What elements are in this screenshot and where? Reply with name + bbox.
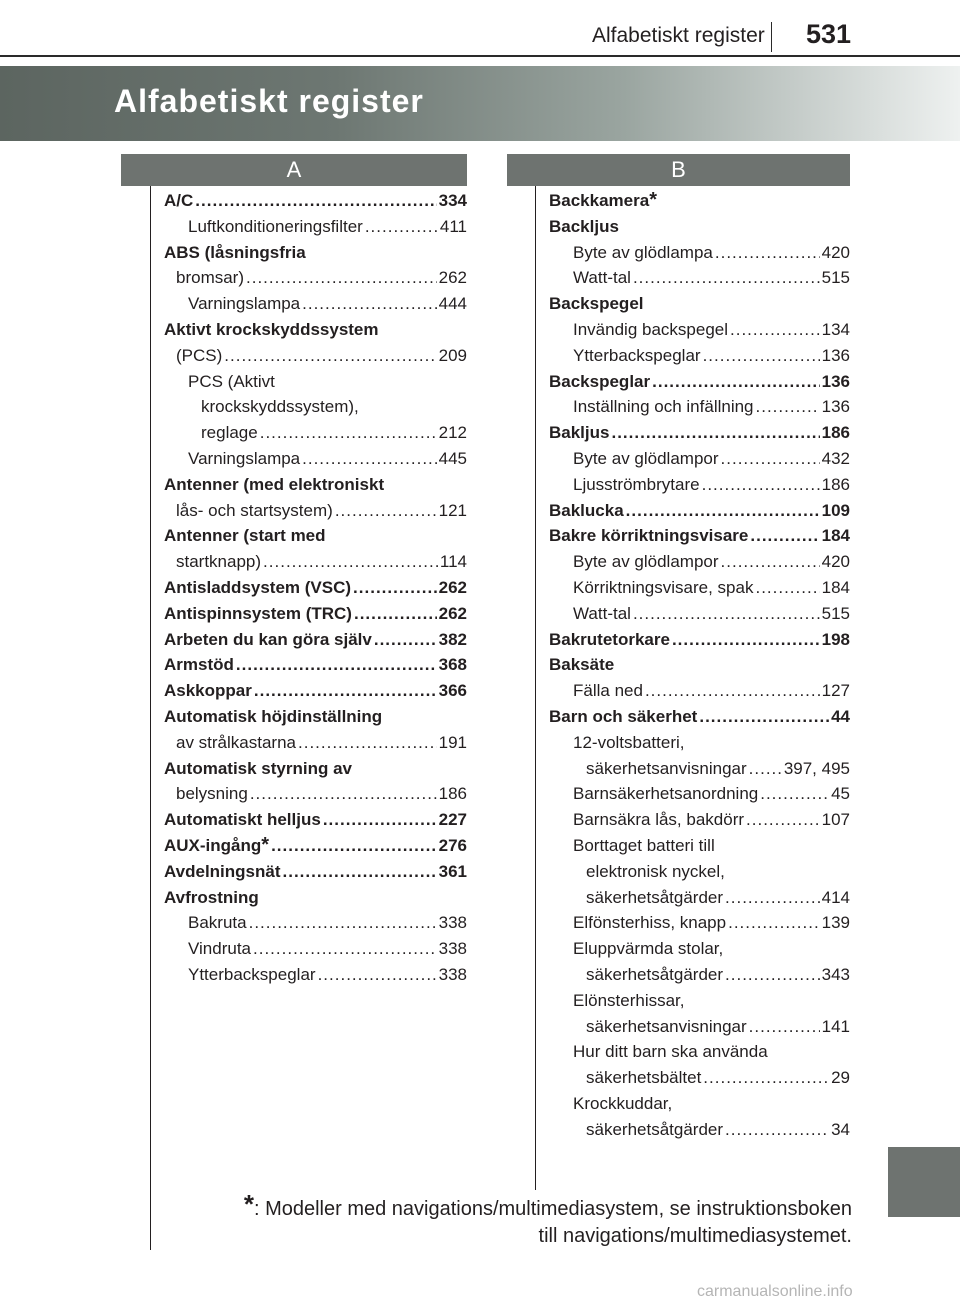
dot-leader — [318, 962, 437, 988]
dot-leader — [699, 704, 829, 730]
index-entry-term: Krockkuddar, — [573, 1093, 673, 1113]
dot-leader — [633, 265, 820, 291]
index-entry-page: 262 — [438, 577, 467, 597]
index-entry — [549, 678, 850, 704]
index-entry-page: 186 — [821, 423, 850, 443]
index-entry-term: Askkoppar — [164, 681, 252, 701]
dot-leader — [253, 936, 437, 962]
dot-leader — [302, 291, 436, 317]
index-entry-page: 134 — [821, 319, 850, 339]
index-entry-term: belysning — [176, 784, 248, 804]
footnote-asterisk: * — [243, 1189, 254, 1219]
dot-leader — [365, 214, 438, 240]
index-entry-term: Körriktningsvisare, spak — [573, 577, 754, 597]
dot-leader — [725, 885, 820, 911]
index-entry — [549, 265, 850, 291]
dot-leader — [749, 1014, 820, 1040]
index-entry — [164, 446, 467, 472]
section-title: Alfabetiskt register — [114, 83, 424, 119]
index-entry — [549, 549, 850, 575]
dot-leader — [260, 420, 437, 446]
index-entry-page: 186 — [438, 784, 467, 804]
dot-leader — [354, 601, 437, 627]
index-entry — [164, 214, 467, 240]
index-entry-page: 29 — [831, 1068, 850, 1088]
index-entry-term: elektronisk nyckel, — [586, 861, 725, 881]
dot-leader — [626, 498, 820, 524]
index-entry-term: Varningslampa — [188, 448, 301, 468]
index-entry-term: Baklucka — [549, 500, 624, 520]
index-entry — [549, 472, 850, 498]
index-entry-page: 121 — [438, 500, 467, 520]
index-entry — [549, 420, 850, 446]
index-entry-term: Avfrostning — [164, 887, 259, 907]
index-entry — [549, 1117, 850, 1143]
index-entry — [549, 627, 850, 653]
dot-leader — [750, 523, 819, 549]
index-entry-term: Baksäte — [549, 655, 615, 675]
index-entry — [549, 575, 850, 601]
index-entry-term: Watt-tal — [573, 603, 631, 623]
index-entry — [164, 962, 467, 988]
index-entry — [549, 781, 850, 807]
index-entry-term: Armstöd — [164, 655, 234, 675]
index-entry-term: lås- och startsystem) — [176, 500, 333, 520]
index-entry-term: Watt-tal — [573, 268, 631, 288]
dot-leader — [730, 317, 820, 343]
index-entry-term: Avdelningsnät — [164, 861, 281, 881]
index-entry — [164, 704, 467, 730]
index-entry — [164, 394, 467, 420]
dot-leader — [374, 627, 437, 653]
dot-leader — [725, 1117, 829, 1143]
index-entry: Backkamera * — [549, 188, 850, 214]
index-entry-page: 420 — [821, 242, 850, 262]
index-entry — [549, 652, 850, 678]
dot-leader — [721, 446, 820, 472]
index-entry-term: Byte av glödlampor — [573, 448, 719, 468]
index-entry — [549, 601, 850, 627]
index-entry — [549, 214, 850, 240]
index-entry — [164, 369, 467, 395]
index-entry — [549, 446, 850, 472]
column-heading-a: A — [121, 154, 467, 186]
index-entry-page: 262 — [438, 268, 467, 288]
index-entry-term: Borttaget batteri till — [573, 835, 715, 855]
index-entry-page: 515 — [821, 268, 850, 288]
index-entry-page: 184 — [821, 577, 850, 597]
index-entry-term: Backljus — [549, 216, 619, 236]
index-entry-page: 276 — [438, 835, 467, 855]
dot-leader — [746, 807, 820, 833]
footnote-line-1: : Modeller med navigations/multimediasystem, se instruktionsboken — [253, 1198, 852, 1220]
index-entry-term: Varningslampa — [188, 294, 301, 314]
index-entry-page: 382 — [438, 629, 467, 649]
running-header-title: Alfabetiskt register — [592, 24, 765, 47]
index-entry — [164, 652, 467, 678]
index-entry-term: Ytterbackspeglar — [573, 345, 701, 365]
index-entry-term: PCS (Aktivt — [188, 371, 275, 391]
index-entry-term: Antispinnsystem (TRC) — [164, 603, 352, 623]
index-entry-term: Byte av glödlampa — [573, 242, 713, 262]
index-entry-page: 334 — [438, 191, 467, 210]
index-entry-page: 411 — [439, 216, 467, 236]
column-rule-middle — [535, 186, 536, 1190]
index-entry — [164, 523, 467, 549]
dot-leader — [302, 446, 436, 472]
index-entry-page: 366 — [438, 681, 467, 701]
index-entry-term: Luftkonditioneringsfilter — [188, 216, 363, 236]
index-entry — [164, 859, 467, 885]
index-entry-page: 445 — [438, 448, 467, 468]
index-entry-term: Antenner (med elektroniskt — [164, 474, 385, 494]
index-entry-page: 136 — [821, 397, 850, 417]
index-entry-page: 515 — [821, 603, 850, 623]
index-entry-page: 338 — [438, 964, 467, 984]
index-entry — [549, 317, 850, 343]
index-entry — [164, 575, 467, 601]
dot-leader — [756, 394, 820, 420]
dot-leader — [353, 575, 437, 601]
index-entry-page: 44 — [831, 706, 850, 726]
index-entry — [549, 1091, 850, 1117]
index-entry-term: säkerhetsåtgärder — [586, 887, 724, 907]
header-divider — [771, 22, 772, 52]
index-entry-term: Bakljus — [549, 423, 610, 443]
index-entry — [549, 240, 850, 266]
index-entry-term: AUX-ingång — [164, 835, 262, 855]
index-entry-term: krockskyddssystem), — [201, 397, 359, 417]
index-entry — [549, 962, 850, 988]
index-entry-page: 414 — [821, 887, 850, 907]
index-entry-term: Automatisk höjdinställning — [164, 706, 383, 726]
index-entry-page: 361 — [438, 861, 467, 881]
index-entry-term: Antenner (start med — [164, 526, 326, 546]
index-entry: AUX-ingång * ..... 276 — [164, 833, 467, 859]
index-entry — [164, 730, 467, 756]
index-entry — [549, 885, 850, 911]
index-entry-page: 209 — [438, 345, 467, 365]
watermark: carmanualsonline.info — [697, 1283, 853, 1300]
index-entry — [549, 291, 850, 317]
index-entry-page: 432 — [821, 448, 850, 468]
index-entry-page: 338 — [438, 913, 467, 933]
index-entry-page: 420 — [821, 552, 850, 572]
chapter-tab — [888, 1147, 960, 1217]
index-entry — [164, 910, 467, 936]
index-entry-term: Bakruta — [188, 913, 247, 933]
dot-leader — [645, 678, 820, 704]
index-entry — [549, 369, 850, 395]
index-entry — [164, 627, 467, 653]
index-entry-term: säkerhetsbältet — [586, 1068, 702, 1088]
index-entry-term: Elönsterhissar, — [573, 990, 685, 1010]
dot-leader — [298, 730, 437, 756]
index-entry-page: 139 — [821, 913, 850, 933]
index-entry-term: (PCS) — [176, 345, 223, 365]
index-entry-term: Backspegel — [549, 294, 644, 314]
index-entry — [164, 678, 467, 704]
index-entry-term: av strålkastarna — [176, 732, 296, 752]
dot-leader — [728, 910, 820, 936]
index-entry-page: 45 — [831, 784, 850, 804]
dot-leader — [246, 265, 437, 291]
index-entry-term: Ljusströmbrytare — [573, 474, 700, 494]
index-entry-term: Inställning och infällning — [573, 397, 754, 417]
index-entry — [164, 549, 467, 575]
index-entry — [549, 523, 850, 549]
index-entry-term: Barnsäkra lås, bakdörr — [573, 810, 745, 830]
index-entry-term: säkerhetsanvisningar — [586, 758, 747, 778]
index-entry — [549, 833, 850, 859]
dot-leader — [755, 575, 819, 601]
index-entry — [164, 291, 467, 317]
dot-leader — [250, 781, 437, 807]
index-entry-term: Automatisk styrning av — [164, 758, 352, 778]
footnote-line-2: till navigations/multimediasystemet. — [538, 1225, 852, 1247]
index-entry — [549, 936, 850, 962]
index-entry-page: 107 — [821, 810, 850, 830]
index-entry-term: Arbeten du kan göra själv — [164, 629, 372, 649]
dot-leader — [283, 859, 437, 885]
index-entry-term: Bakrutetorkare — [549, 629, 670, 649]
index-entry-term: Barnsäkerhetsanordning — [573, 784, 759, 804]
dot-leader — [633, 601, 820, 627]
index-entry-page: 136 — [821, 371, 850, 391]
index-entry — [549, 394, 850, 420]
index-entry — [164, 240, 467, 266]
index-entry-term: Backkamera — [549, 191, 650, 210]
column-heading-b: B — [507, 154, 850, 186]
index-entry — [164, 936, 467, 962]
index-column-b — [549, 188, 850, 1142]
index-entry-page: 198 — [821, 629, 850, 649]
index-entry-page: 184 — [821, 526, 850, 546]
dot-leader — [224, 343, 436, 369]
index-entry — [549, 343, 850, 369]
index-entry-page: 127 — [821, 681, 850, 701]
index-entry-term: bromsar) — [176, 268, 245, 288]
section-banner — [0, 66, 960, 141]
index-entry-page: 191 — [438, 732, 467, 752]
index-entry-term: A/C — [164, 191, 194, 210]
index-entry — [549, 910, 850, 936]
index-entry-page: 227 — [438, 810, 467, 830]
index-entry — [164, 756, 467, 782]
dot-leader — [749, 756, 782, 782]
index-entry — [164, 343, 467, 369]
index-entry-page: 186 — [821, 474, 850, 494]
index-entry-term: reglage — [201, 423, 258, 443]
dot-leader — [611, 420, 819, 446]
index-entry-term: säkerhetsanvisningar — [586, 1016, 747, 1036]
index-entry-term: Elfönsterhiss, knapp — [573, 913, 727, 933]
column-rule-left — [150, 186, 151, 1250]
dot-leader — [236, 652, 437, 678]
dot-leader — [323, 807, 437, 833]
index-entry — [549, 1039, 850, 1065]
index-entry — [164, 498, 467, 524]
index-entry-page: 397, 495 — [783, 758, 850, 778]
index-entry-term: Fälla ned — [573, 681, 643, 701]
index-entry-term: ABS (låsningsfria — [164, 242, 306, 262]
page-number: 531 — [806, 19, 852, 49]
index-entry-term: startknapp) — [176, 552, 262, 572]
dot-leader — [715, 240, 820, 266]
dot-leader — [335, 498, 437, 524]
index-column-a — [164, 188, 467, 988]
index-entry-page: 109 — [821, 500, 850, 520]
index-entry — [164, 781, 467, 807]
index-entry — [164, 188, 467, 214]
index-entry — [164, 265, 467, 291]
index-entry-term: Eluppvärmda stolar, — [573, 939, 724, 959]
index-entry — [164, 420, 467, 446]
index-entry-page: 141 — [821, 1016, 850, 1036]
index-entry-term: säkerhetsåtgärder — [586, 964, 724, 984]
index-entry — [164, 472, 467, 498]
dot-leader — [263, 549, 438, 575]
index-entry — [549, 498, 850, 524]
dot-leader — [702, 472, 820, 498]
index-entry-page: 338 — [438, 939, 467, 959]
index-entry — [549, 730, 850, 756]
index-entry — [164, 317, 467, 343]
index-entry-page: 444 — [438, 294, 467, 314]
header-rule — [0, 55, 960, 57]
index-entry — [549, 1065, 850, 1091]
index-entry-page: 262 — [438, 603, 467, 623]
index-entry-page: 136 — [821, 345, 850, 365]
dot-leader — [652, 369, 820, 395]
index-entry-term: Backspeglar — [549, 371, 651, 391]
index-entry — [164, 885, 467, 911]
dot-leader — [195, 188, 436, 214]
index-entry-term: Automatiskt helljus — [164, 810, 321, 830]
index-entry — [549, 704, 850, 730]
dot-leader — [672, 627, 820, 653]
dot-leader — [271, 833, 437, 859]
index-entry-page: 343 — [821, 964, 850, 984]
dot-leader — [254, 678, 437, 704]
index-entry-term: Barn och säkerhet — [549, 706, 698, 726]
index-entry-term: Ytterbackspeglar — [188, 964, 316, 984]
index-entry — [549, 1014, 850, 1040]
index-entry — [164, 601, 467, 627]
index-entry-term: Invändig backspegel — [573, 319, 729, 339]
dot-leader — [721, 549, 820, 575]
index-entry — [549, 756, 850, 782]
index-entry-page: 212 — [438, 423, 467, 443]
index-entry-term: Aktivt krockskyddssystem — [164, 319, 379, 339]
index-entry-term: Antisladdsystem (VSC) — [164, 577, 352, 597]
index-entry — [549, 988, 850, 1014]
index-entry-term: 12-voltsbatteri, — [573, 732, 685, 752]
index-entry — [549, 807, 850, 833]
dot-leader — [703, 1065, 829, 1091]
index-entry-term: säkerhetsåtgärder — [586, 1119, 724, 1139]
dot-leader — [703, 343, 820, 369]
index-entry — [549, 859, 850, 885]
index-entry — [164, 807, 467, 833]
index-entry-term: Vindruta — [188, 939, 252, 959]
index-entry-term: Byte av glödlampor — [573, 552, 719, 572]
index-entry-page: 114 — [439, 552, 467, 572]
index-entry-page: 368 — [438, 655, 467, 675]
dot-leader — [249, 910, 437, 936]
dot-leader — [760, 781, 829, 807]
footnote — [150, 1191, 852, 1250]
index-entry-term: Hur ditt barn ska använda — [573, 1042, 768, 1062]
dot-leader — [725, 962, 820, 988]
index-entry-term: Bakre körriktningsvisare — [549, 526, 749, 546]
index-entry-page: 34 — [831, 1119, 850, 1139]
